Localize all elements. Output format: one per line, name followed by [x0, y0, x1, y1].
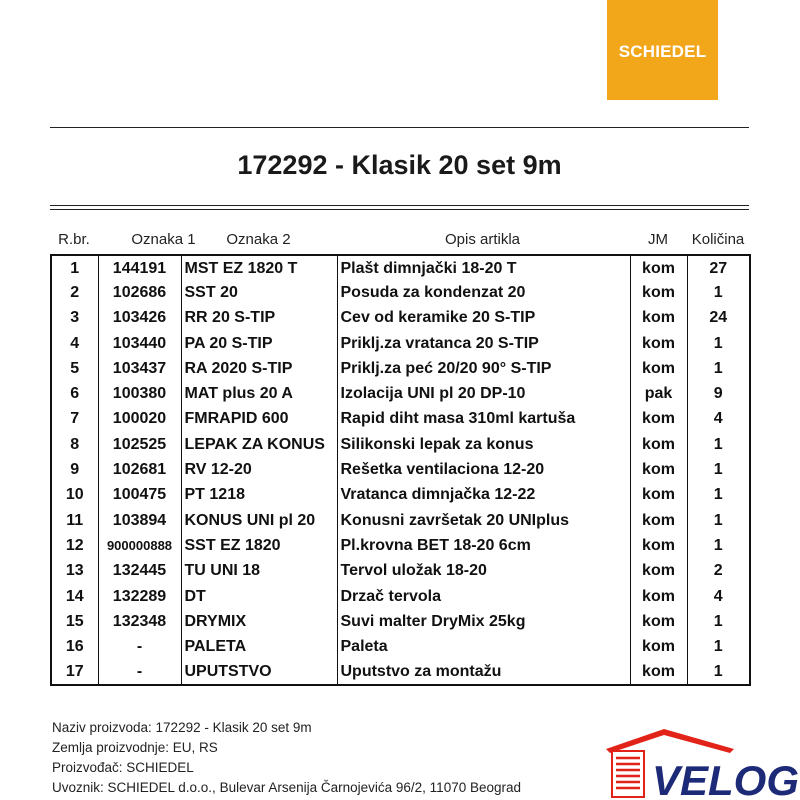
- schiedel-logo: [607, 0, 718, 100]
- title-bottom-rule-2: [50, 209, 749, 210]
- cell-oznaka2: SST 20: [181, 280, 337, 305]
- cell-rbr: 15: [51, 609, 98, 634]
- cell-oznaka1: 102686: [98, 280, 181, 305]
- cell-opis: Konusni završetak 20 UNIplus: [337, 508, 630, 533]
- cell-oznaka1: 144191: [98, 255, 181, 280]
- cell-kolicina: 1: [713, 359, 723, 377]
- cell-oznaka2: PA 20 S-TIP: [181, 331, 337, 356]
- cell-opis: Suvi malter DryMix 25kg: [337, 609, 630, 634]
- cell-oznaka1: 100475: [98, 483, 181, 508]
- cell-opis: Cev od keramike 20 S-TIP: [337, 306, 630, 331]
- cell-oznaka1: -: [98, 634, 181, 659]
- header-rbr: R.br.: [58, 231, 90, 248]
- cell-oznaka2: LEPAK ZA KONUS: [181, 432, 337, 457]
- table-row: [51, 559, 750, 584]
- cell-oznaka2: RV 12-20: [181, 457, 337, 482]
- cell-opis: Rapid diht masa 310ml kartuša: [337, 407, 630, 432]
- cell-opis: Rešetka ventilaciona 12-20: [337, 457, 630, 482]
- velog-logo-text: VELOG: [652, 757, 800, 800]
- cell-opis: Izolacija UNI pl 20 DP-10: [337, 381, 630, 406]
- schiedel-logo-text: SCHIEDEL: [618, 42, 707, 61]
- velog-window-icon: [612, 751, 644, 797]
- cell-opis: Priklj.za peć 20/20 90° S-TIP: [337, 356, 630, 381]
- cell-rbr: 16: [51, 634, 98, 659]
- product-name-line: Naziv proizvoda: 172292 - Klasik 20 set 9m: [52, 720, 312, 735]
- header-kolicina: Količina: [691, 231, 745, 248]
- table-row: [51, 331, 750, 356]
- cell-kolicina: 27: [709, 260, 728, 278]
- header-oznaka2: Oznaka 2: [226, 231, 291, 248]
- header-oznaka1: Oznaka 1: [131, 231, 196, 248]
- cell-jm: kom: [630, 457, 687, 482]
- cell-oznaka1: 132348: [98, 609, 181, 634]
- cell-jm: kom: [630, 508, 687, 533]
- cell-oznaka1: 132289: [98, 584, 181, 609]
- header-jm: JM: [648, 231, 668, 248]
- importer-line: Uvoznik: SCHIEDEL d.o.o., Bulevar Arsenija Čarnojevića 96/2, 11070 Beograd: [52, 780, 522, 795]
- cell-jm: kom: [630, 407, 687, 432]
- table-row: [51, 584, 750, 609]
- cell-opis: Silikonski lepak za konus: [337, 432, 630, 457]
- table-row: [51, 533, 750, 558]
- cell-kolicina: 4: [713, 410, 723, 428]
- cell-jm: kom: [630, 559, 687, 584]
- cell-oznaka1: 103894: [98, 508, 181, 533]
- cell-oznaka2: PT 1218: [181, 483, 337, 508]
- cell-jm: kom: [630, 609, 687, 634]
- cell-kolicina: 1: [713, 461, 723, 479]
- cell-oznaka1: -: [98, 660, 181, 685]
- cell-kolicina: 9: [713, 385, 723, 403]
- cell-kolicina: 4: [713, 587, 723, 605]
- cell-kolicina: 1: [713, 511, 723, 529]
- table-row: [51, 381, 750, 406]
- table-row: [51, 508, 750, 533]
- cell-kolicina: 1: [713, 283, 723, 301]
- table-row: [51, 432, 750, 457]
- cell-rbr: 11: [51, 508, 98, 533]
- cell-opis: Plašt dimnjački 18-20 T: [337, 255, 630, 280]
- cell-kolicina: 1: [713, 536, 723, 554]
- cell-jm: kom: [630, 483, 687, 508]
- cell-oznaka1: 102525: [98, 432, 181, 457]
- cell-kolicina: 2: [713, 562, 723, 580]
- cell-rbr: 4: [51, 331, 98, 356]
- cell-jm: kom: [630, 306, 687, 331]
- cell-opis: Vratanca dimnjačka 12-22: [337, 483, 630, 508]
- cell-kolicina: 1: [713, 638, 723, 656]
- cell-kolicina: 1: [713, 334, 723, 352]
- table-row: [51, 660, 750, 685]
- cell-rbr: 7: [51, 407, 98, 432]
- cell-oznaka2: FMRAPID 600: [181, 407, 337, 432]
- page-title: 172292 - Klasik 20 set 9m: [237, 150, 562, 180]
- cell-oznaka2: DRYMIX: [181, 609, 337, 634]
- cell-kolicina: 24: [709, 309, 728, 327]
- cell-oznaka1: 103440: [98, 331, 181, 356]
- cell-jm: kom: [630, 280, 687, 305]
- cell-oznaka2: KONUS UNI pl 20: [181, 508, 337, 533]
- cell-kolicina: 1: [713, 662, 723, 680]
- cell-opis: Tervol uložak 18-20: [337, 559, 630, 584]
- cell-opis: Drzač tervola: [337, 584, 630, 609]
- cell-oznaka2: SST EZ 1820: [181, 533, 337, 558]
- table-row: [51, 280, 750, 305]
- cell-jm: kom: [630, 584, 687, 609]
- velog-logo: [604, 727, 800, 800]
- velog-roof-icon: [606, 729, 734, 753]
- cell-oznaka1: 132445: [98, 559, 181, 584]
- cell-rbr: 6: [51, 381, 98, 406]
- cell-jm: kom: [630, 634, 687, 659]
- cell-rbr: 5: [51, 356, 98, 381]
- cell-jm: kom: [630, 660, 687, 685]
- country-line: Zemlja proizvodnje: EU, RS: [52, 740, 218, 755]
- cell-oznaka2: RA 2020 S-TIP: [181, 356, 337, 381]
- cell-rbr: 9: [51, 457, 98, 482]
- table-row: [51, 407, 750, 432]
- cell-jm: kom: [630, 432, 687, 457]
- product-info: [52, 718, 521, 798]
- cell-jm: kom: [630, 356, 687, 381]
- table-row: [51, 483, 750, 508]
- cell-rbr: 8: [51, 432, 98, 457]
- cell-opis: Uputstvo za montažu: [337, 660, 630, 685]
- cell-opis: Priklj.za vratanca 20 S-TIP: [337, 331, 630, 356]
- cell-oznaka2: MST EZ 1820 T: [181, 255, 337, 280]
- table-row: [51, 609, 750, 634]
- cell-jm: kom: [630, 255, 687, 280]
- table-header: [50, 231, 749, 251]
- manufacturer-line: Proizvođač: SCHIEDEL: [52, 760, 194, 775]
- table-row: [51, 634, 750, 659]
- cell-rbr: 14: [51, 584, 98, 609]
- cell-jm: kom: [630, 331, 687, 356]
- header-opis: Opis artikla: [444, 231, 521, 248]
- cell-oznaka1: 103437: [98, 356, 181, 381]
- cell-oznaka2: TU UNI 18: [181, 559, 337, 584]
- cell-rbr: 17: [51, 660, 98, 685]
- cell-rbr: 10: [51, 483, 98, 508]
- cell-oznaka2: UPUTSTVO: [181, 660, 337, 685]
- cell-oznaka2: PALETA: [181, 634, 337, 659]
- table-row: [51, 457, 750, 482]
- cell-rbr: 2: [51, 280, 98, 305]
- cell-opis: Posuda za kondenzat 20: [337, 280, 630, 305]
- cell-oznaka2: DT: [181, 584, 337, 609]
- table-row: [51, 356, 750, 381]
- cell-rbr: 1: [51, 255, 98, 280]
- cell-jm: kom: [630, 533, 687, 558]
- cell-jm: pak: [630, 381, 687, 406]
- cell-kolicina: 1: [713, 612, 723, 630]
- cell-oznaka1: 100020: [98, 407, 181, 432]
- cell-opis: Paleta: [337, 634, 630, 659]
- cell-kolicina: 1: [713, 486, 723, 504]
- cell-rbr: 12: [51, 533, 98, 558]
- cell-opis: Pl.krovna BET 18-20 6cm: [337, 533, 630, 558]
- cell-oznaka2: MAT plus 20 A: [181, 381, 337, 406]
- cell-oznaka1: 103426: [98, 306, 181, 331]
- cell-oznaka1: 900000888: [98, 533, 181, 558]
- table-row: [51, 306, 750, 331]
- cell-oznaka1: 102681: [98, 457, 181, 482]
- article-table: [50, 254, 751, 686]
- cell-rbr: 3: [51, 306, 98, 331]
- cell-rbr: 13: [51, 559, 98, 584]
- title-bottom-rule-1: [50, 205, 749, 206]
- cell-kolicina: 1: [713, 435, 723, 453]
- table-row: [51, 255, 750, 280]
- title-top-rule: [50, 127, 749, 128]
- cell-oznaka2: RR 20 S-TIP: [181, 306, 337, 331]
- cell-oznaka1: 100380: [98, 381, 181, 406]
